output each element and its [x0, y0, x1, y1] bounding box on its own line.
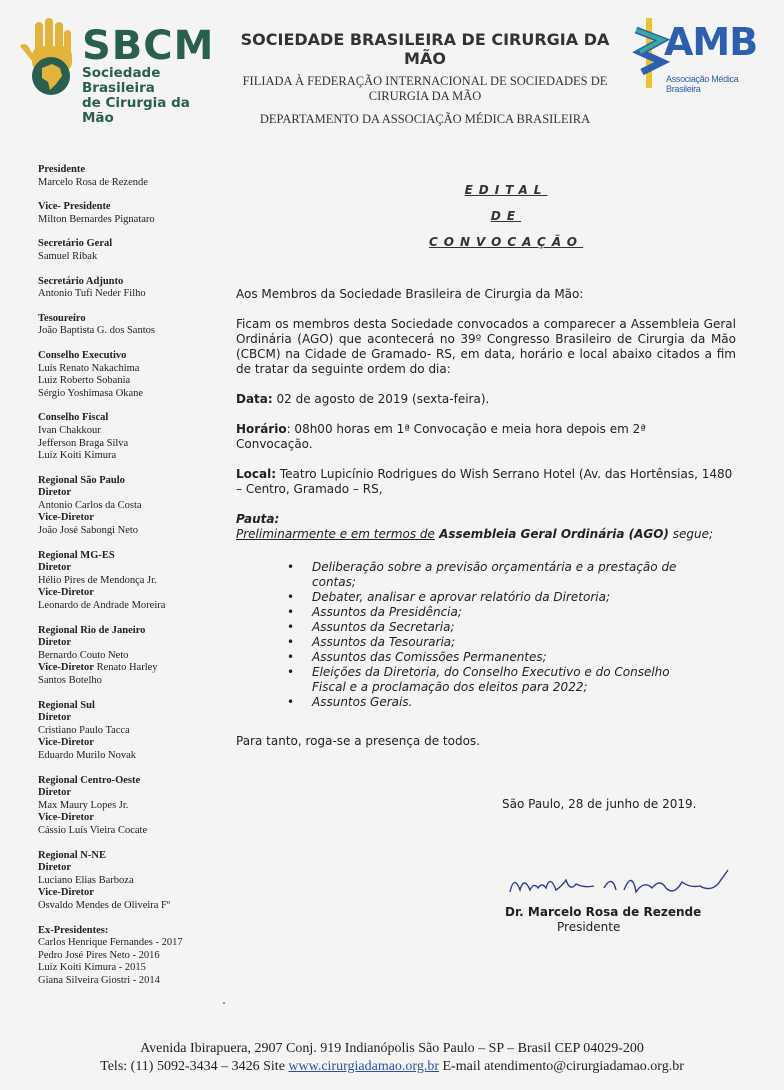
document-title: [276, 180, 736, 258]
sidebar-line-text: Regional Sul: [38, 699, 95, 711]
sidebar-role-label: [38, 562, 223, 575]
sidebar-member-name: [38, 600, 223, 613]
pauta-block: [236, 512, 736, 542]
sidebar-line-text: Luiz Koiti Kimura - 2015: [38, 962, 146, 974]
sidebar-role-label: [38, 412, 223, 425]
sidebar-group: [38, 238, 223, 263]
sidebar-member-name: [38, 800, 223, 813]
sidebar-line-text: Diretor: [38, 787, 72, 799]
sbcm-logo: [18, 16, 218, 126]
signatory-role: Presidente: [557, 920, 621, 934]
sidebar-line-text: Conselho Fiscal: [38, 412, 109, 424]
sidebar-line-text: Santos Botelho: [38, 675, 102, 686]
sidebar-group: [38, 775, 223, 838]
agenda-item: • Assuntos Gerais.: [312, 695, 707, 710]
sidebar-role-label: [38, 164, 223, 177]
sidebar-role-label: [38, 313, 223, 326]
sidebar-line-text: Cristiano Paulo Tacca: [38, 724, 130, 736]
sidebar-line-text: Ex-Presidentes:: [38, 924, 109, 936]
sidebar-role-label: [38, 475, 223, 488]
sidebar-member-name: [38, 438, 223, 451]
sidebar-line-text: Milton Bernardes Pignataro: [38, 213, 155, 225]
website-link[interactable]: www.cirurgiadamao.org.br: [288, 1059, 439, 1074]
sidebar-role-label: [38, 587, 223, 600]
sidebar-line-text: Regional N-NE: [38, 849, 106, 861]
sidebar-member-name: [38, 575, 223, 588]
sidebar-line-text: Bernardo Couto Neto: [38, 649, 129, 661]
sidebar-role-label: [38, 787, 223, 800]
sidebar-line-text: Tesoureiro: [38, 312, 86, 324]
hand-globe-icon: [18, 16, 82, 98]
sidebar-group: [38, 276, 223, 301]
sidebar-member-name: [38, 825, 223, 838]
pauta-label: Pauta:: [236, 512, 280, 526]
sidebar-line-text: Leonardo de Andrade Moreira: [38, 600, 166, 612]
sidebar-member-name: [38, 937, 223, 950]
amb-logo: [632, 16, 762, 94]
sidebar-line-text: Eduardo Murilo Novak: [38, 749, 136, 761]
department-line: DEPARTAMENTO DA ASSOCIAÇÃO MÉDICA BRASILEIRA: [259, 112, 591, 126]
sidebar-role-label: [38, 700, 223, 713]
agenda-item: • Assuntos da Tesouraria;: [312, 635, 707, 650]
sidebar-line-text: Samuel Ribak: [38, 250, 98, 262]
sidebar-line-text: João Baptista G. dos Santos: [38, 325, 155, 337]
sidebar-line-text: Antonio Tufi Neder Filho: [38, 288, 146, 300]
sbcm-line2: de Cirurgia da Mão: [82, 95, 190, 126]
sidebar-member-name: [38, 962, 223, 975]
sidebar-line-text: Luiz Koiti Kimura: [38, 450, 117, 462]
sidebar-line-text: Sérgio Yoshimasa Okane: [38, 387, 144, 399]
sidebar-group: [38, 201, 223, 226]
affiliation-line-2: CIRURGIA DA MÃO: [368, 89, 482, 103]
time-label: Horário: [236, 422, 287, 436]
sidebar-group: [38, 313, 223, 338]
title-line-2: DE: [490, 209, 522, 223]
city-date: São Paulo, 28 de junho de 2019.: [502, 797, 697, 811]
sidebar-group: [38, 475, 223, 538]
sidebar-group: [38, 550, 223, 613]
sidebar-member-name: [38, 288, 223, 301]
sidebar-line-text: Carlos Henrique Fernandes - 2017: [38, 937, 183, 949]
sidebar-role-label: [38, 487, 223, 500]
sidebar-member-name: [38, 725, 223, 738]
sidebar-role-label: [38, 512, 223, 525]
sidebar-line-text: Pedro José Pires Neto - 2016: [38, 949, 160, 961]
org-title: SOCIEDADE BRASILEIRA DE CIRURGIA DA MÃO: [240, 30, 610, 68]
scan-speck: [223, 1002, 225, 1004]
sidebar-group: [38, 625, 223, 688]
sidebar-role-label: [38, 201, 223, 214]
closing-line: Para tanto, roga-se a presença de todos.: [236, 734, 480, 748]
footer-email: E-mail atendimento@cirurgiadamao.org.br: [439, 1059, 684, 1074]
agenda-item: • Assuntos da Secretaria;: [312, 620, 707, 635]
signatory-name: Dr. Marcelo Rosa de Rezende: [505, 905, 702, 919]
sidebar-line-text: Vice-Diretor: [38, 587, 94, 599]
sidebar-member-name: [38, 450, 223, 463]
footer-contacts: [0, 1058, 784, 1076]
footer-address: Avenida Ibirapuera, 2907 Conj. 919 Indianópolis São Paulo – SP – Brasil CEP 04029-200: [140, 1041, 644, 1056]
sidebar-line-text: Giana Silveira Giostri - 2014: [38, 974, 160, 986]
sidebar-line-text: Vice-Diretor: [38, 887, 94, 899]
sidebar-line-text: Luiz Roberto Sobania: [38, 375, 131, 387]
sidebar-member-name: [38, 375, 223, 388]
sidebar-group: [38, 925, 223, 988]
sidebar-line-text: Secretário Geral: [38, 238, 113, 250]
sidebar-member-name: [38, 975, 223, 988]
sidebar-line-text: Luís Renato Nakachima: [38, 362, 140, 374]
sidebar-group: [38, 164, 223, 189]
pauta-intro-underlined: Preliminarmente e em termos de: [236, 527, 435, 541]
sidebar-line-text: Antonio Carlos da Costa: [38, 499, 142, 511]
sidebar-line-text: Luciano Elias Barboza: [38, 874, 134, 886]
footer-phones: Tels: (11) 5092-3434 – 3426 Site: [100, 1059, 289, 1074]
pauta-intro-end: segue;: [668, 527, 714, 541]
place-label: Local:: [236, 467, 277, 481]
sidebar-member-name: [38, 950, 223, 963]
sidebar-line-text: Diretor: [38, 862, 72, 874]
sidebar-line-text: Osvaldo Mendes de Oliveira Fº: [38, 899, 171, 911]
sidebar-member-name: [38, 363, 223, 376]
sbcm-acronym: SBCM: [82, 23, 215, 69]
title-line-1: EDITAL: [464, 183, 548, 197]
board-members-sidebar: [38, 164, 223, 999]
sidebar-role-label: [38, 862, 223, 875]
sidebar-line-text: Diretor: [38, 562, 72, 574]
agenda-list: [236, 560, 707, 710]
sidebar-member-name: [38, 177, 223, 190]
sidebar-role-label: [38, 350, 223, 363]
sidebar-role-label: [38, 625, 223, 638]
sidebar-role-label: [38, 662, 223, 675]
sidebar-member-name: [38, 214, 223, 227]
pauta-intro-bold: Assembleia Geral Ordinária (AGO): [434, 527, 669, 541]
sidebar-line-text: Diretor: [38, 487, 72, 499]
sidebar-member-name: [38, 388, 223, 401]
date-label: Data:: [236, 392, 273, 406]
sidebar-line-text: Max Maury Lopes Jr.: [38, 799, 129, 811]
letterhead-footer: [0, 1040, 784, 1076]
sidebar-line-text: Ivan Chakkour: [38, 424, 101, 436]
sidebar-role-label: [38, 712, 223, 725]
sidebar-line-text: Cássio Luís Vieira Cocate: [38, 824, 148, 836]
sidebar-line-suffix: Renato Harley: [93, 662, 158, 674]
date-value: 02 de agosto de 2019 (sexta-feira).: [272, 392, 490, 406]
signature-scribble: [504, 866, 744, 902]
agenda-item: • Assuntos da Presidência;: [312, 605, 707, 620]
sidebar-line-text: Vice-Diretor: [38, 512, 94, 524]
intro-paragraph: Ficam os membros desta Sociedade convocados a comparecer a Assembleia Geral Ordinária (AGO) que acontecerá no 39º Congresso Brasileiro de Cirurgia da Mão (CBCM) na Cidade de Gramado- RS, em data, horário e local abaixo citados a fim de tratar da seguinte ordem do dia:: [236, 317, 736, 376]
sidebar-line-text: Regional Centro-Oeste: [38, 774, 141, 786]
pauta-intro: [236, 527, 713, 541]
sidebar-line-text: Hélio Pires de Mendonça Jr.: [38, 574, 157, 586]
sidebar-member-name: [38, 650, 223, 663]
title-line-3: CONVOCAÇÃO: [429, 235, 583, 249]
sidebar-role-label: [38, 276, 223, 289]
sidebar-line-text: Jefferson Braga Silva: [38, 437, 129, 449]
sbcm-wordmark: [82, 23, 218, 126]
sidebar-member-name: [38, 525, 223, 538]
sidebar-group: [38, 350, 223, 400]
sidebar-role-label: [38, 737, 223, 750]
sidebar-member-name: [38, 900, 223, 913]
letterhead-title: [225, 30, 625, 127]
sidebar-role-label: [38, 887, 223, 900]
place-value: Teatro Lupicínio Rodrigues do Wish Serrano Hotel (Av. das Hortênsias, 1480 – Centro, Gramado – RS,: [236, 467, 733, 496]
sidebar-role-label: [38, 550, 223, 563]
sidebar-group: [38, 412, 223, 462]
sidebar-line-text: Diretor: [38, 712, 72, 724]
sidebar-member-name: [38, 750, 223, 763]
sidebar-member-name: [38, 500, 223, 513]
amb-acronym: AMB: [664, 20, 758, 64]
sidebar-role-label: [38, 637, 223, 650]
sidebar-role-label: [38, 775, 223, 788]
sidebar-line-text: Vice- Presidente: [38, 201, 111, 213]
time-line: [236, 422, 676, 452]
sidebar-line-text: Diretor: [38, 637, 72, 649]
sidebar-line-text: Regional São Paulo: [38, 474, 125, 486]
sidebar-line-text: Regional MG-ES: [38, 549, 115, 561]
sidebar-line-text: João José Sabongi Neto: [38, 525, 139, 537]
convocation-body: [236, 180, 736, 749]
sidebar-member-name: [38, 425, 223, 438]
sidebar-line-text: Secretário Adjunto: [38, 275, 124, 287]
agenda-item: • Debater, analisar e aprovar relatório da Diretoria;: [312, 590, 707, 605]
sidebar-line-text: Vice-Diretor: [38, 737, 94, 749]
time-value: : 08h00 horas em 1ª Convocação e meia hora depois em 2ª Convocação.: [236, 422, 646, 451]
sidebar-member-name: [38, 875, 223, 888]
sidebar-line-text: Vice-Diretor: [38, 662, 94, 674]
sidebar-line-text: Presidente: [38, 164, 86, 175]
sidebar-group: [38, 850, 223, 913]
sidebar-group: [38, 700, 223, 763]
sidebar-line-text: Marcelo Rosa de Rezende: [38, 176, 148, 188]
sidebar-role-label: [38, 812, 223, 825]
place-line: [236, 467, 736, 497]
agenda-item: • Deliberação sobre a previsão orçamentária e a prestação de contas;: [312, 560, 707, 590]
date-line: [236, 392, 736, 407]
sbcm-line1: Sociedade Brasileira: [82, 65, 161, 96]
sidebar-role-label: [38, 238, 223, 251]
sidebar-line-text: Vice-Diretor: [38, 812, 94, 824]
sidebar-line-text: Conselho Executivo: [38, 349, 127, 361]
sidebar-line-text: Regional Rio de Janeiro: [38, 624, 146, 636]
affiliation-line-1: FILIADA À FEDERAÇÃO INTERNACIONAL DE SOCIEDADES DE: [242, 74, 608, 88]
agenda-item: • Eleições da Diretoria, do Conselho Executivo e do Conselho Fiscal e a proclamação dos eleitos para 2022;: [312, 665, 707, 695]
sidebar-role-label: [38, 850, 223, 863]
salutation: Aos Membros da Sociedade Brasileira de Cirurgia da Mão:: [236, 287, 584, 301]
agenda-item: • Assuntos das Comissões Permanentes;: [312, 650, 707, 665]
amb-subtitle: Associação Médica Brasileira: [666, 74, 739, 94]
sidebar-role-label: [38, 925, 223, 938]
sidebar-member-name: [38, 251, 223, 264]
sidebar-member-name: [38, 325, 223, 338]
sidebar-member-name: [38, 675, 223, 688]
